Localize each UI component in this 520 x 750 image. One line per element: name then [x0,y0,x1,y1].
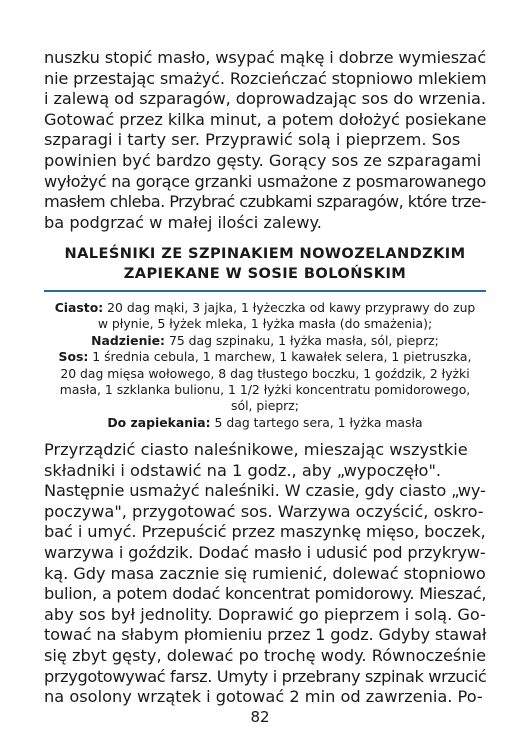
sos-label: Sos: [58,349,89,365]
ingredients-nadzienie [44,333,486,349]
text-line: tować na słabym płomieniu przez 1 godz. Gdyby stawał [44,625,487,645]
text-line: Przyrządzić ciasto naleśnikowe, mieszając wszystkie [44,440,468,459]
text-line: bulion, a potem dodać koncentrat pomidorowy. Mieszać, [44,584,487,604]
ingredients-line: masła, 1 szklanka bulionu, 1 1/2 łyżki koncentratu pomidorowego, [59,382,471,398]
ingredients-line: 20 dag mięsa wołowego, 8 dag tłustego boczku, 1 goździk, 2 łyżki [60,365,470,381]
ciasto-label: Ciasto: [54,300,104,315]
sos-text: 1 średnia cebula, 1 marchew, 1 kawałek selera, 1 pietruszka, [92,349,472,365]
text-line: warzywa i goździk. Dodać masło i udusić pod przykryw- [44,542,486,562]
nadzienie-label: Nadzienie: [91,332,165,348]
text-line: składniki i odstawić na 1 godz., aby „wypoczęło". [44,460,442,480]
ingredients-sos [44,349,486,365]
ingredients-line: sól, pieprz; [231,398,299,414]
text-line: ba podgrzać w małej ilości zalewy. [44,212,322,232]
text-line: przygotowywać farsz. Umyty i przebrany szpinak wrzucić [44,666,487,686]
text-line: się zbyt gęsty, dolewać po trochę wody. Równocześnie [44,645,487,665]
title-divider [44,290,486,292]
text-line: szparagi i tarty ser. Przyprawić solą i pieprzem. Sos [44,130,461,150]
ciasto-text: 20 dag mąki, 3 jajka, 1 łyżeczka od kawy przyprawy do zup [107,300,476,315]
ingredients-ciasto [44,300,486,316]
nadzienie-text: 75 dag szpinaku, 1 łyżka masła, sól, pieprz; [168,332,439,348]
ingredients-zapiekania [44,415,486,431]
text-line: masłem chleba. Przybrać czubkami szparagów, które trze- [44,192,486,212]
zapiekania-label: Do zapiekania: [107,414,211,430]
recipe-title [44,244,486,284]
page-number: 82 [250,708,270,726]
method-paragraph [44,440,486,708]
text-line: na osolony wrzątek i gotować 2 min od zawrzenia. Po- [44,687,483,707]
recipe-title-line: NALEŚNIKI ZE SZPINAKIEM NOWOZELANDZKIM [64,245,466,262]
zapiekania-text: 5 dag tartego sera, 1 łyżka masła [214,414,423,430]
text-line: aby sos był jednolity. Doprawić go pieprzem i solą. Go- [44,604,486,624]
text-line: ką. Gdy masa zacznie się rumienić, dolewać stopniowo [44,563,486,583]
text-line: powinien być bardzo gęsty. Gorący sos ze szparagami [44,150,482,170]
text-line: wyłożyć na gorące grzanki usmażone z posmarowanego [44,171,487,191]
text-line: poczywa", przygotować sos. Warzywa oczyścić, oskro- [44,501,484,521]
ingredients-list [44,300,486,431]
text-line: bać i umyć. Przepuścić przez maszynkę mięso, boczek, [44,522,486,542]
text-line: i zalewą od szparagów, doprowadzając sos do wrzenia. [44,89,486,109]
text-line: nie przestając smażyć. Rozcieńczać stopniowo mlekiem [44,68,487,88]
text-line: nuszku stopić masło, wsypać mąkę i dobrze wymieszać [44,48,486,67]
text-line: Gotować przez kilka minut, a potem dołożyć posiekane [44,109,487,129]
recipe-title-line: ZAPIEKANE W SOSIE BOLOŃSKIM [123,265,407,282]
text-line: Następnie usmażyć naleśniki. W czasie, gdy ciasto „wy- [44,481,486,501]
ingredients-line: w płynie, 5 łyżek mleka, 1 łyżka masła (do smażenia); [97,316,433,332]
intro-paragraph [44,48,486,233]
